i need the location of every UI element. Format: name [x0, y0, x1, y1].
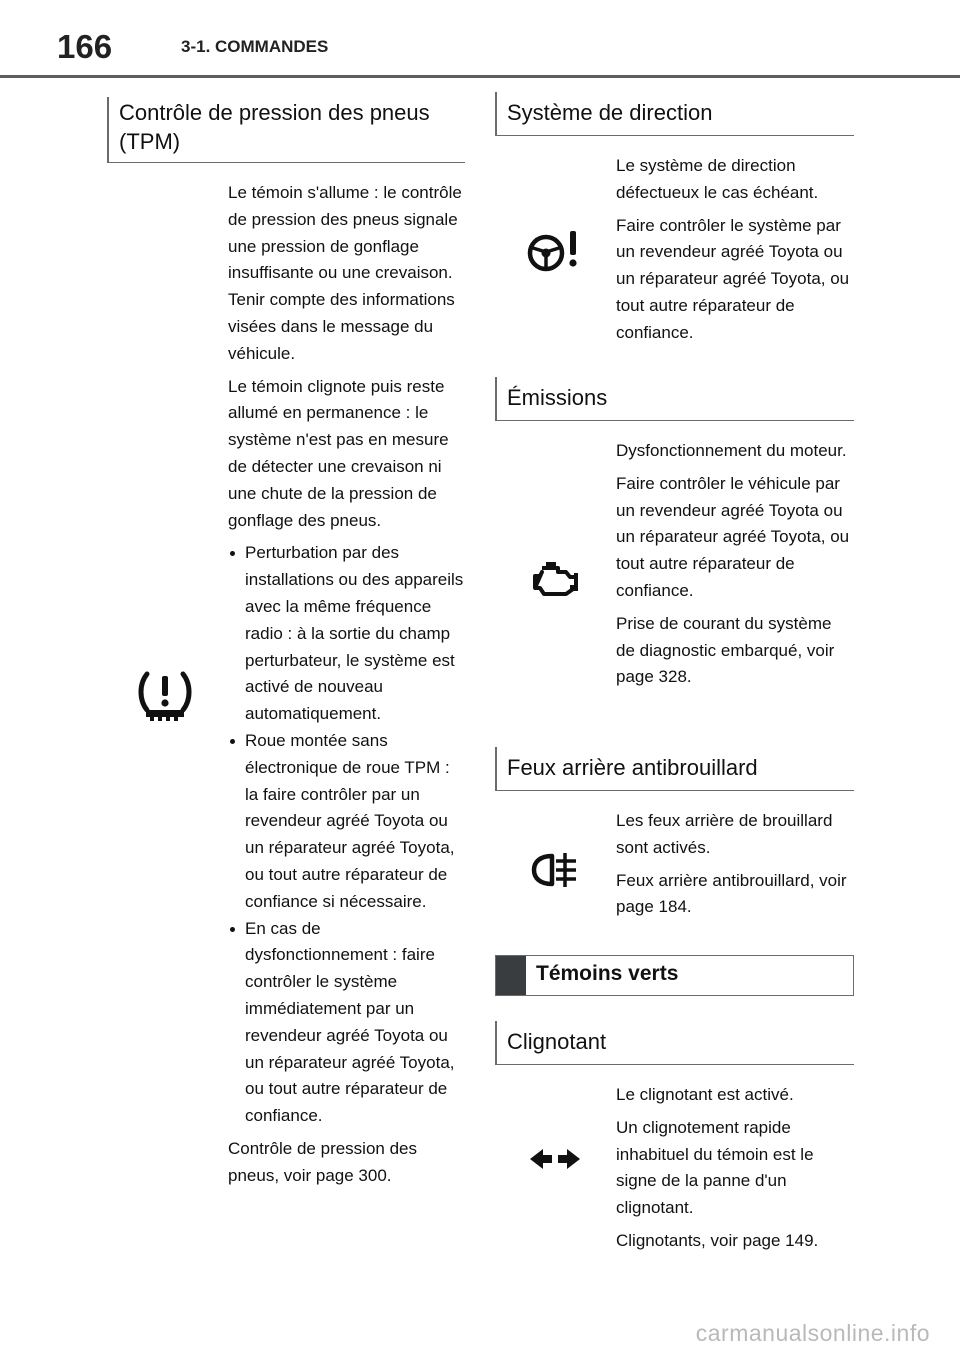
- emissions-heading: [495, 377, 854, 421]
- green-indicators-bar: [496, 956, 526, 995]
- tpm-heading-line2: (TPM): [119, 129, 181, 154]
- emissions-paragraph-1: Dysfonctionnement du moteur.: [616, 441, 847, 460]
- turn-signal-heading-label: Clignotant: [507, 1029, 607, 1054]
- steering-heading-label: Système de direction: [507, 100, 713, 125]
- steering-heading: [495, 92, 854, 136]
- turn-signal-text: [616, 1082, 852, 1261]
- turn-signal-paragraph-2: Un clignotement rapide inhabituel du témoin est le signe de la panne d'un clignotant.: [616, 1117, 814, 1218]
- chapter-title: 3-1. COMMANDES: [181, 37, 329, 56]
- rear-fog-paragraph-2: Feux arrière antibrouillard, voir page 184.: [616, 870, 847, 917]
- steering-paragraph-2: Faire contrôler le système par un revendeur agréé Toyota ou un réparateur agréé Toyota, ou tout autre réparateur de confiance.: [616, 215, 850, 342]
- tpm-heading-line1: Contrôle de pression des pneus: [119, 100, 430, 125]
- turn-signal-paragraph-3: Clignotants, voir page 149.: [616, 1230, 819, 1250]
- page-number: 166: [57, 28, 113, 65]
- tpm-bullet-2: Roue montée sans électronique de roue TPM : la faire contrôler par un revendeur agréé Toyota ou un réparateur agréé Toyota, ou tout autre réparateur de confiance si nécessaire.: [228, 728, 466, 916]
- header-rule: [0, 75, 960, 78]
- rear-fog-heading-label: Feux arrière antibrouillard: [507, 755, 758, 780]
- turn-signal-paragraph-1: Le clignotant est activé.: [616, 1085, 794, 1104]
- emissions-heading-label: Émissions: [507, 385, 608, 410]
- engine-check-icon: [530, 562, 580, 598]
- rear-fog-light-icon: [530, 850, 582, 890]
- tpm-bullet-list: [228, 540, 466, 1130]
- watermark: carmanualsonline.info: [695, 1320, 930, 1346]
- turn-signal-heading: [495, 1021, 854, 1065]
- turn-signal-arrows-icon: [530, 1147, 580, 1171]
- tpm-footer-reference: Contrôle de pression des pneus, voir page 300.: [228, 1138, 418, 1185]
- emissions-paragraph-3: Prise de courant du système de diagnostic embarqué, voir page 328.: [616, 613, 835, 687]
- tpm-bullet-3: En cas de dysfonctionnement : faire contrôler le système immédiatement par un revendeur agréé Toyota ou un réparateur agréé Toyota, ou tout autre réparateur de confiance.: [228, 916, 466, 1130]
- steering-warning-icon: [526, 229, 582, 273]
- steering-paragraph-1: Le système de direction défectueux le cas échéant.: [616, 156, 819, 202]
- tpm-text: [228, 180, 466, 1195]
- tpm-paragraph-2: Le témoin clignote puis reste allumé en permanence : le système n'est pas en mesure de détecter une crevaison ni une chute de la pression de gonflage des pneus.: [228, 376, 449, 530]
- rear-fog-heading: [495, 747, 854, 791]
- green-indicators-heading: [495, 955, 854, 996]
- rear-fog-paragraph-1: Les feux arrière de brouillard sont activés.: [616, 811, 833, 857]
- green-indicators-label: Témoins verts: [536, 962, 679, 985]
- tpm-heading: [107, 97, 465, 163]
- steering-text: [616, 153, 852, 353]
- emissions-paragraph-2: Faire contrôler le véhicule par un revendeur agréé Toyota ou un réparateur agréé Toyota, ou tout autre réparateur de confiance.: [616, 473, 850, 600]
- tire-pressure-warning-icon: [138, 670, 192, 722]
- emissions-text: [616, 438, 852, 697]
- tpm-bullet-1: Perturbation par des installations ou des appareils avec la même fréquence radio : à la sortie du champ perturbateur, le système est activé de nouveau automatiquement.: [228, 540, 466, 728]
- tpm-paragraph-1: Le témoin s'allume : le contrôle de pression des pneus signale une pression de gonflage insuffisante ou une crevaison. Tenir compte des informations visées dans le message du véhicule.: [228, 183, 462, 363]
- rear-fog-text: [616, 808, 852, 927]
- page-header: [0, 0, 960, 80]
